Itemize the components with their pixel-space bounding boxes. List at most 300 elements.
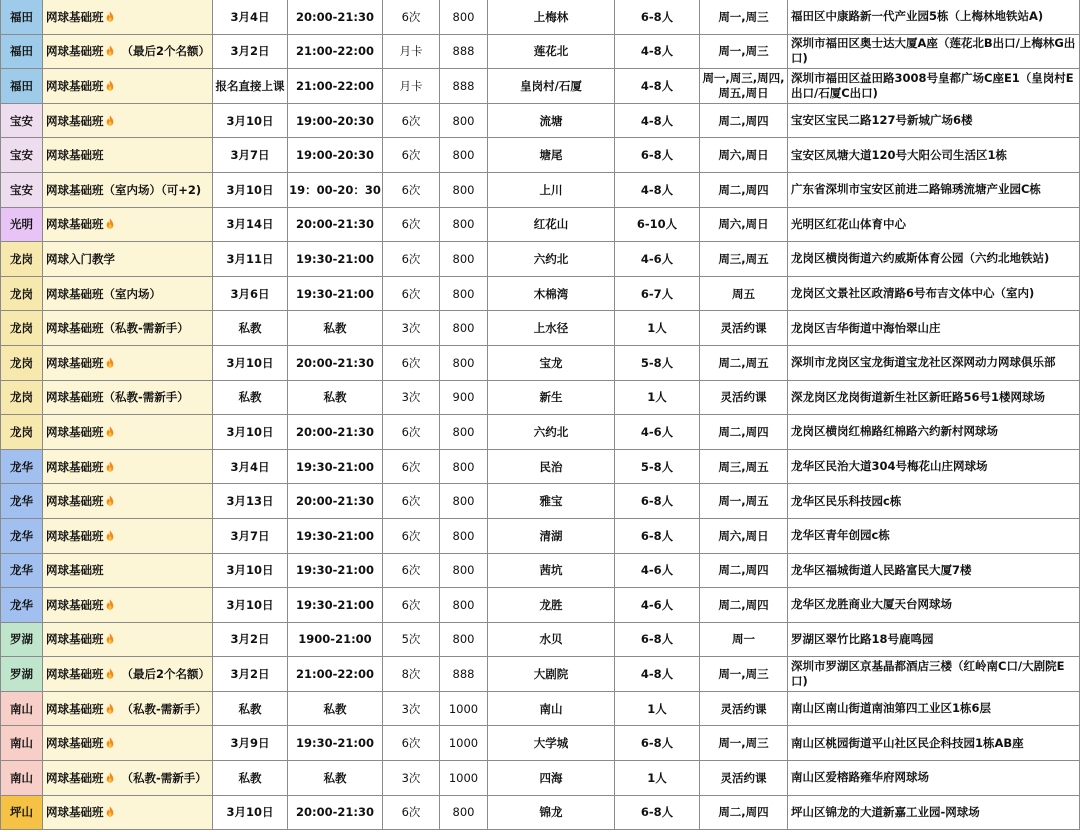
table-row [1,138,1080,173]
class-name-cell [43,311,213,346]
session-count: 6次 [401,9,421,24]
weekdays-cell [700,691,788,726]
weekdays: 周一,周三 [718,9,769,24]
class-size-cell [615,138,700,173]
class-name-cell [43,415,213,450]
class-size-cell [615,761,700,796]
weekdays: 周一,周三 [718,44,769,59]
class-size-cell [615,103,700,138]
sessions-cell [383,242,440,277]
address-cell [788,449,1080,484]
start-date-cell [213,518,288,553]
time-cell [288,588,383,623]
time-cell [288,207,383,242]
address-cell [788,691,1080,726]
start-date-cell [213,138,288,173]
time-cell [288,103,383,138]
class-time: 20:00-21:30 [296,355,374,370]
weekdays-cell [700,34,788,69]
weekdays-cell [700,380,788,415]
table-row [1,657,1080,692]
table-row [1,795,1080,830]
class-size: 6-8人 [640,148,674,163]
class-size: 1人 [647,701,667,716]
class-size-cell [615,588,700,623]
address-cell [788,726,1080,761]
location-cell [488,207,615,242]
start-date: 私教 [238,321,262,336]
time-cell [288,380,383,415]
price-cell [440,415,488,450]
session-count: 6次 [401,563,421,578]
start-date-cell [213,311,288,346]
price-cell [440,726,488,761]
price-cell [440,276,488,311]
fire-icon [106,772,114,783]
weekdays: 周六,周日 [718,148,769,163]
table-row [1,415,1080,450]
district-cell [1,207,43,242]
price-cell [440,553,488,588]
price-cell [440,172,488,207]
district-cell [1,761,43,796]
class-name-cell [43,726,213,761]
class-name-cell [43,276,213,311]
location: 南山 [539,701,563,716]
class-size: 6-8人 [640,494,674,509]
district-cell [1,0,43,34]
sessions-cell [383,380,440,415]
weekdays-cell [700,795,788,830]
sessions-cell [383,726,440,761]
session-count: 3次 [401,390,421,405]
address-cell [788,380,1080,415]
location: 雅宝 [539,494,563,509]
class-name-cell [43,207,213,242]
table-row [1,172,1080,207]
start-date: 3月4日 [230,459,270,474]
district: 光明 [10,217,33,232]
fire-icon [106,11,114,22]
class-time: 20:00-21:30 [296,424,374,439]
class-size: 5-8人 [640,459,674,474]
class-size: 4-8人 [640,182,674,197]
price: 888 [452,667,475,682]
location: 皇岗村/石厦 [520,78,582,93]
class-size-cell [615,34,700,69]
start-date: 3月6日 [230,286,270,301]
district: 龙华 [10,459,33,474]
location-cell [488,103,615,138]
start-date-cell [213,276,288,311]
class-size-cell [615,449,700,484]
district-cell [1,726,43,761]
class-size: 6-8人 [640,528,674,543]
location-cell [488,484,615,519]
table-row [1,726,1080,761]
address: 龙华区民治大道304号梅花山庄网球场 [791,459,988,474]
location-cell [488,553,615,588]
sessions-cell [383,103,440,138]
session-count: 6次 [401,355,421,370]
weekdays-cell [700,449,788,484]
location-cell [488,622,615,657]
class-size-cell [615,415,700,450]
table-row [1,69,1080,104]
district-cell [1,415,43,450]
address: 福田区中康路新一代产业园5栋（上梅林地铁站A) [791,9,1044,24]
district: 福田 [10,44,33,59]
start-date: 3月10日 [226,424,274,439]
weekdays: 灵活约课 [720,770,767,785]
weekdays: 灵活约课 [720,321,767,336]
session-count: 5次 [401,632,421,647]
fire-icon [106,461,114,472]
price-cell [440,34,488,69]
sessions-cell [383,138,440,173]
sessions-cell [383,518,440,553]
class-size: 4-8人 [640,78,674,93]
session-count: 6次 [401,286,421,301]
sessions-cell [383,795,440,830]
weekdays: 周二,周四 [718,805,769,820]
weekdays: 周六,周日 [718,217,769,232]
sessions-cell [383,761,440,796]
session-count: 6次 [401,424,421,439]
location: 六约北 [533,251,569,266]
session-count: 6次 [401,251,421,266]
class-name-cell [43,69,213,104]
session-count: 月卡 [399,44,423,59]
class-name: 网球基础班 [46,528,104,543]
price: 800 [452,148,475,163]
start-date-cell [213,345,288,380]
weekdays: 周三,周五 [718,251,769,266]
fire-icon [106,737,114,748]
class-size: 6-8人 [640,632,674,647]
session-count: 6次 [401,459,421,474]
start-date: 3月10日 [226,597,274,612]
time-cell [288,69,383,104]
fire-icon [106,633,114,644]
address-cell [788,553,1080,588]
class-name-cell [43,518,213,553]
weekdays-cell [700,69,788,104]
class-name: 网球基础班 [46,148,104,163]
session-count: 3次 [401,321,421,336]
class-time: 19:30-21:00 [296,563,374,578]
location: 锦龙 [539,805,563,820]
table-row [1,34,1080,69]
weekdays: 周一,周五 [718,494,769,509]
start-date: 3月10日 [226,113,274,128]
address-cell [788,311,1080,346]
class-time: 21:00-22:00 [296,44,374,59]
weekdays-cell [700,345,788,380]
start-date-cell [213,34,288,69]
location-cell [488,518,615,553]
address-cell [788,103,1080,138]
weekdays: 周一,周三,周四,周五,周日 [702,70,785,100]
start-date-cell [213,103,288,138]
district-cell [1,795,43,830]
class-name-cell [43,380,213,415]
weekdays: 周二,周四 [718,597,769,612]
weekdays: 灵活约课 [720,701,767,716]
address: 宝安区宝民二路127号新城广场6楼 [791,113,973,128]
address: 宝安区凤塘大道120号大阳公司生活区1栋 [791,147,1008,162]
price: 1000 [448,701,479,716]
class-name: 网球基础班（私教-需新手） [46,321,189,336]
price: 800 [452,113,475,128]
table-row [1,311,1080,346]
time-cell [288,518,383,553]
district-cell [1,449,43,484]
address-cell [788,276,1080,311]
district-cell [1,691,43,726]
district-cell [1,588,43,623]
price: 800 [452,805,475,820]
district: 宝安 [10,148,33,163]
price: 800 [452,355,475,370]
class-note: （私教-需新手） [121,701,207,716]
class-time: 21:00-22:00 [296,78,374,93]
price: 800 [452,182,475,197]
sessions-cell [383,345,440,380]
class-time: 19:00-20:30 [296,113,374,128]
location-cell [488,795,615,830]
district-cell [1,311,43,346]
weekdays-cell [700,276,788,311]
start-date: 3月2日 [230,632,270,647]
address-cell [788,242,1080,277]
weekdays-cell [700,207,788,242]
weekdays: 周二,周四 [718,182,769,197]
price: 800 [452,424,475,439]
district: 宝安 [10,182,33,197]
class-size-cell [615,726,700,761]
fire-icon [106,45,114,56]
class-time: 19:30-21:00 [296,251,374,266]
location: 茜坑 [539,563,563,578]
class-time: 20:00-21:30 [296,494,374,509]
time-cell [288,657,383,692]
class-size: 4-6人 [640,597,674,612]
address-cell [788,761,1080,796]
sessions-cell [383,276,440,311]
class-size: 6-7人 [640,286,674,301]
price-cell [440,311,488,346]
class-note: （最后2个名额） [121,44,211,59]
weekdays: 灵活约课 [720,390,767,405]
address-cell [788,657,1080,692]
sessions-cell [383,588,440,623]
class-size-cell [615,242,700,277]
district-cell [1,553,43,588]
price: 800 [452,9,475,24]
price-cell [440,138,488,173]
time-cell [288,311,383,346]
address: 深圳市福田区益田路3008号皇都广场C座E1（皇岗村E出口/石厦C出口) [791,70,1074,100]
weekdays-cell [700,138,788,173]
class-name: 网球基础班 [46,44,104,59]
district: 龙华 [10,494,33,509]
table-row [1,0,1080,34]
class-name: 网球基础班 [46,701,104,716]
location: 大剧院 [533,667,569,682]
class-size-cell [615,207,700,242]
class-name: 网球基础班 [46,424,104,439]
district: 南山 [10,770,33,785]
class-size: 4-8人 [640,667,674,682]
class-time: 19:30-21:00 [296,597,374,612]
sessions-cell [383,449,440,484]
time-cell [288,242,383,277]
weekdays: 周二,周四 [718,563,769,578]
location: 六约北 [533,424,569,439]
price: 800 [452,321,475,336]
district: 龙岗 [10,286,33,301]
start-date: 3月10日 [226,805,274,820]
class-size: 4-6人 [640,563,674,578]
class-name-cell [43,691,213,726]
weekdays-cell [700,761,788,796]
start-date-cell [213,380,288,415]
fire-icon [106,806,114,817]
fire-icon [106,357,114,368]
schedule-body [1,0,1080,830]
sessions-cell [383,553,440,588]
class-name: 网球基础班 [46,494,104,509]
class-name: 网球基础班 [46,355,104,370]
class-time: 19:30-21:00 [296,459,374,474]
weekdays-cell [700,242,788,277]
class-size: 4-8人 [640,44,674,59]
district-cell [1,518,43,553]
class-name-cell [43,588,213,623]
weekdays-cell [700,103,788,138]
district: 福田 [10,9,33,24]
class-size-cell [615,657,700,692]
district: 罗湖 [10,667,33,682]
fire-icon [106,530,114,541]
address: 罗湖区翠竹比路18号鹿鸣园 [791,631,934,646]
price: 800 [452,632,475,647]
time-cell [288,691,383,726]
district-cell [1,622,43,657]
fire-icon [106,80,114,91]
address: 深圳市福田区奥士达大厦A座（莲花北B出口/上梅林G出口) [791,36,1076,66]
location-cell [488,449,615,484]
weekdays: 周一,周三 [718,736,769,751]
location-cell [488,34,615,69]
district-cell [1,657,43,692]
weekdays-cell [700,484,788,519]
start-date: 3月7日 [230,148,270,163]
class-time: 1900-21:00 [298,632,372,647]
table-row [1,518,1080,553]
price: 1000 [448,736,479,751]
address: 深圳市罗湖区京基晶都酒店三楼（红岭南C口/大剧院E口) [791,659,1065,689]
location-cell [488,691,615,726]
fire-icon [106,426,114,437]
session-count: 6次 [401,182,421,197]
class-time: 19:30-21:00 [296,736,374,751]
class-size: 6-8人 [640,805,674,820]
time-cell [288,138,383,173]
session-count: 6次 [401,528,421,543]
class-name-cell [43,553,213,588]
session-count: 6次 [401,736,421,751]
class-size: 6-10人 [636,217,678,232]
table-row [1,276,1080,311]
class-name: 网球基础班 [46,667,104,682]
class-size-cell [615,69,700,104]
location: 塘尾 [539,148,563,163]
time-cell [288,553,383,588]
class-time: 私教 [323,321,347,336]
time-cell [288,484,383,519]
class-name: 网球基础班（私教-需新手） [46,390,189,405]
table-row [1,761,1080,796]
address: 龙华区民乐科技园c栋 [791,493,902,508]
time-cell [288,34,383,69]
address: 龙岗区横岗红棉路红棉路六约新村网球场 [791,424,998,439]
class-time: 19：00-20：30 [289,182,381,197]
start-date: 3月11日 [226,251,274,266]
price: 800 [452,494,475,509]
time-cell [288,345,383,380]
address: 龙岗区吉华街道中海怡翠山庄 [791,320,941,335]
sessions-cell [383,657,440,692]
price-cell [440,518,488,553]
location-cell [488,138,615,173]
district: 罗湖 [10,632,33,647]
district: 龙华 [10,597,33,612]
class-name: 网球基础班 [46,78,104,93]
table-row [1,484,1080,519]
district-cell [1,345,43,380]
table-row [1,345,1080,380]
price: 800 [452,528,475,543]
address-cell [788,207,1080,242]
class-size: 6-8人 [640,736,674,751]
time-cell [288,622,383,657]
class-name: 网球基础班 [46,736,104,751]
class-size-cell [615,691,700,726]
class-size: 4-6人 [640,251,674,266]
sessions-cell [383,691,440,726]
class-name: 网球基础班 [46,9,104,24]
price: 800 [452,217,475,232]
location-cell [488,761,615,796]
location: 上水径 [533,321,569,336]
class-time: 19:30-21:00 [296,286,374,301]
district-cell [1,34,43,69]
sessions-cell [383,34,440,69]
address-cell [788,345,1080,380]
sessions-cell [383,207,440,242]
location: 宝龙 [539,355,563,370]
location: 上川 [539,182,563,197]
class-size-cell [615,380,700,415]
start-date: 3月9日 [230,736,270,751]
address: 广东省深圳市宝安区前进二路锦琇流塘产业园C栋 [791,182,1041,197]
district-cell [1,380,43,415]
class-note: （私教-需新手） [121,770,207,785]
district-cell [1,484,43,519]
session-count: 6次 [401,148,421,163]
